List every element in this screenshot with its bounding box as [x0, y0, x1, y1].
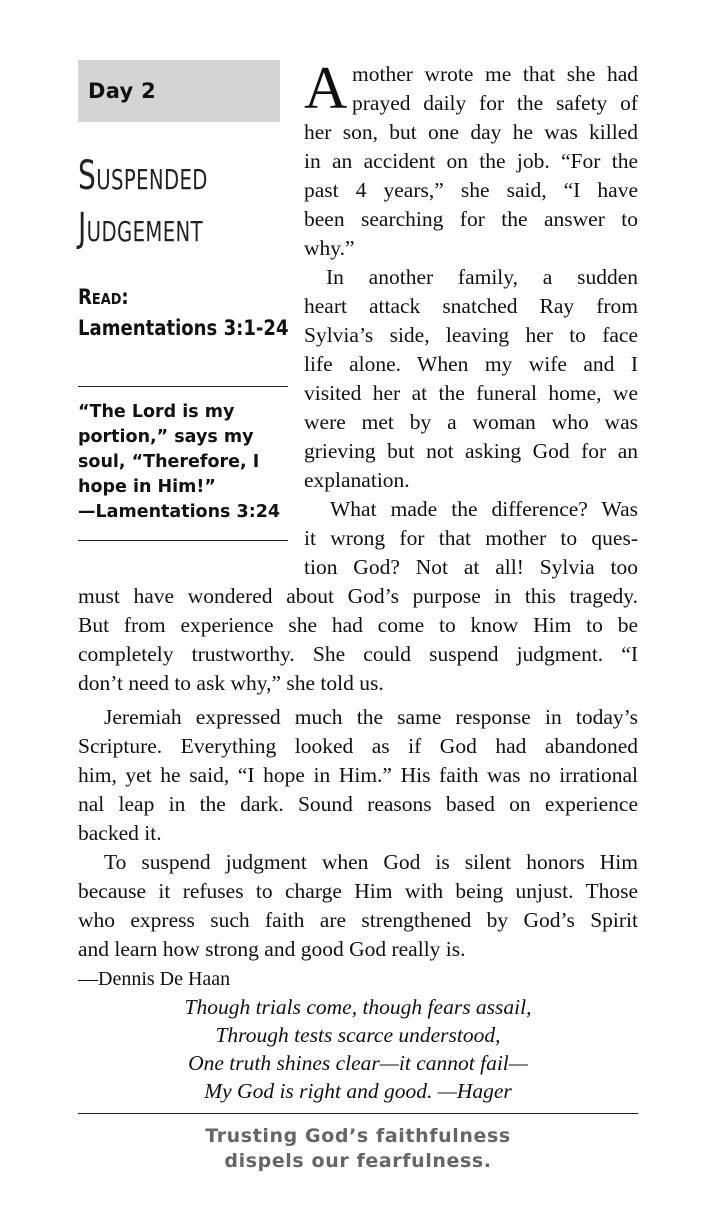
- body-line: don’t need to ask why,” she told us.: [78, 671, 384, 695]
- body-line: who express such faith are strengthened by God’s Spirit: [78, 908, 638, 932]
- body-line: But from experience she had come to know Him to be: [78, 613, 638, 637]
- body-line: Scripture. Everything looked as if God had abandoned: [78, 734, 638, 758]
- divider: [78, 540, 288, 541]
- body-line: past 4 years,” she said, “I have: [304, 178, 638, 202]
- key-verse-line: —Lamentations 3:24: [78, 502, 281, 522]
- poem-line: Though trials come, though fears assail,: [184, 995, 532, 1019]
- body-line: and learn how strong and good God really is.: [78, 937, 466, 961]
- divider: [78, 386, 288, 387]
- body-line: explanation.: [304, 468, 410, 492]
- body-line: nal leap in the dark. Sound reasons based on experience: [78, 792, 638, 816]
- body-line: in an accident on the job. “For the: [304, 149, 638, 173]
- body-line: Jeremiah expressed much the same response in today’s: [104, 705, 638, 729]
- body-line: prayed daily for the safety of: [352, 91, 638, 115]
- key-verse: [78, 400, 298, 525]
- body-line: visited her at the funeral home, we: [304, 381, 638, 405]
- body-line: why.”: [304, 236, 355, 260]
- title-line: Suspended: [78, 153, 208, 199]
- author-attribution: —Dennis De Haan: [78, 968, 231, 990]
- body-line: backed it.: [78, 821, 162, 845]
- body-line: What made the difference? Was: [330, 497, 638, 521]
- key-verse-line: hope in Him!”: [78, 477, 216, 497]
- key-verse-line: soul, “Therefore, I: [78, 452, 260, 472]
- body-line: must have wondered about God’s purpose in this tragedy.: [78, 584, 638, 608]
- body-line: completely trustworthy. She could suspend judgment. “I: [78, 642, 638, 666]
- body-line: mother wrote me that she had: [352, 62, 638, 86]
- body-line: To suspend judgment when God is silent honors Him: [104, 850, 638, 874]
- drop-cap: A: [304, 55, 348, 121]
- devotional-title: [78, 150, 242, 254]
- day-label: Day 2: [78, 60, 280, 122]
- poem-line: My God is right and good. —Hager: [204, 1079, 512, 1103]
- body-line: because it refuses to charge Him with being unjust. Those: [78, 879, 638, 903]
- body-line: her son, but one day he was killed: [304, 120, 638, 144]
- body-line: been searching for the answer to: [304, 207, 638, 231]
- body-line: grieving but not asking God for an: [304, 439, 638, 463]
- body-line: were met by a woman who was: [304, 410, 638, 434]
- poem-line: Through tests scarce understood,: [215, 1023, 501, 1047]
- body-line: life alone. When my wife and I: [304, 352, 638, 376]
- body-line: him, yet he said, “I hope in Him.” His faith was no irrational: [78, 763, 638, 787]
- title-line: Judgement: [78, 205, 204, 251]
- scripture-reading-reference: Lamentations 3:1-24: [78, 316, 289, 340]
- thought-for-the-day-line: dispels our fearfulness.: [224, 1150, 492, 1172]
- body-line: heart attack snatched Ray from: [304, 294, 638, 318]
- body-line: Sylvia’s side, leaving her to face: [304, 323, 638, 347]
- body-line: tion God? Not at all! Sylvia too: [304, 555, 638, 579]
- divider: [78, 1113, 638, 1114]
- key-verse-line: “The Lord is my: [78, 402, 235, 422]
- thought-for-the-day-line: Trusting God’s faithfulness: [205, 1125, 511, 1147]
- body-line: it wrong for that mother to ques-: [304, 526, 638, 550]
- key-verse-line: portion,” says my: [78, 427, 254, 447]
- body-line: In another family, a sudden: [326, 265, 638, 289]
- poem-line: One truth shines clear—it cannot fail—: [188, 1051, 528, 1075]
- read-label: Read:: [78, 285, 129, 309]
